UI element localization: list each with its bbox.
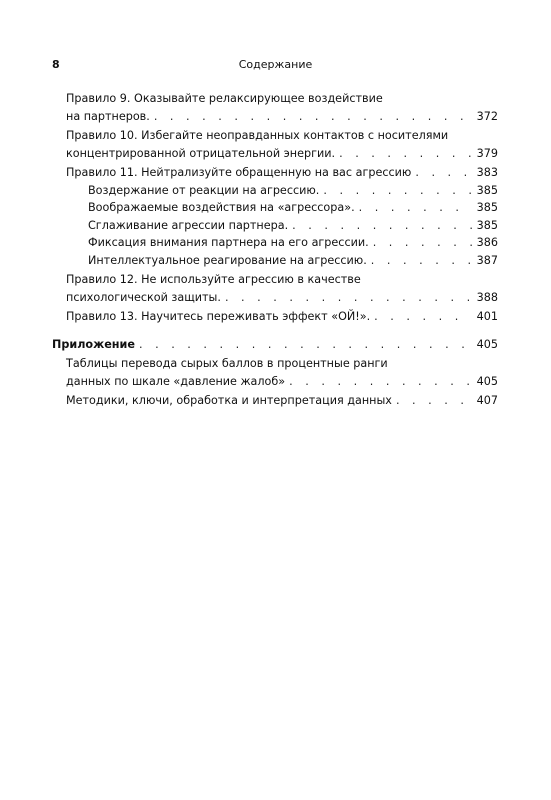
toc-subentry[interactable]	[52, 217, 498, 235]
toc-subentry[interactable]	[52, 252, 498, 270]
table-of-contents	[52, 90, 498, 410]
toc-subentry[interactable]	[52, 234, 498, 252]
toc-page-number: 385	[476, 218, 498, 232]
toc-entry[interactable]	[52, 90, 498, 125]
toc-entry-title: Правило 13. Научитесь переживать эффект «ОЙ!».	[66, 310, 371, 323]
toc-entry-title: психологической защиты.	[66, 290, 221, 304]
dot-leader	[359, 199, 472, 217]
toc-entry[interactable]	[52, 308, 498, 326]
dot-leader	[292, 217, 472, 235]
dot-leader	[323, 182, 472, 200]
dot-leader	[373, 234, 472, 252]
toc-entry-title: Методики, ключи, обработка и интерпретация данных	[66, 394, 392, 407]
toc-page-number: 388	[476, 290, 498, 304]
dot-leader	[371, 252, 472, 270]
toc-page-number: 372	[476, 109, 498, 123]
toc-subentry[interactable]	[52, 199, 498, 217]
page-number: 8	[52, 58, 60, 71]
toc-subentry[interactable]	[52, 182, 498, 200]
toc-page-number: 405	[476, 374, 498, 388]
dot-leader	[154, 108, 472, 126]
toc-entry[interactable]	[52, 164, 498, 182]
toc-entry[interactable]	[52, 392, 498, 410]
dot-leader	[225, 289, 472, 307]
toc-page-number: 379	[476, 146, 498, 160]
toc-page-number: 405	[476, 337, 498, 351]
toc-page-number: 401	[476, 310, 498, 323]
toc-entry-title-line: Правило 12. Не используйте агрессию в качестве	[66, 273, 361, 286]
dot-leader	[139, 336, 472, 354]
dot-leader	[415, 164, 472, 182]
running-header: Содержание	[238, 58, 313, 71]
dot-leader	[374, 308, 472, 326]
toc-entry-title: Правило 11. Нейтрализуйте обращенную на вас агрессию	[66, 166, 412, 179]
toc-entry-title: Воздержание от реакции на агрессию.	[88, 183, 320, 197]
toc-page-number: 386	[476, 236, 498, 249]
toc-entry-title-line: Таблицы перевода сырых баллов в процентные ранги	[66, 357, 388, 370]
toc-entry-title: Фиксация внимания партнера на его агрессии.	[88, 236, 369, 249]
toc-entry[interactable]	[52, 355, 498, 390]
toc-page-number: 383	[476, 166, 498, 179]
toc-entry-title: данных по шкале «давление жалоб»	[66, 374, 286, 388]
toc-page-number: 407	[476, 394, 498, 407]
toc-page-number: 385	[476, 183, 498, 197]
toc-entry-title: Сглаживание агрессии партнера.	[88, 218, 289, 232]
toc-entry-title: концентрированной отрицательной энергии.	[66, 146, 336, 160]
dot-leader	[289, 373, 472, 391]
toc-entry-title: на партнеров.	[66, 109, 150, 123]
dot-leader	[396, 392, 472, 410]
toc-entry-title-line: Правило 9. Оказывайте релаксирующее воздействие	[66, 92, 383, 105]
toc-section-title: Приложение	[52, 337, 135, 351]
dot-leader	[339, 145, 472, 163]
toc-page-number: 385	[476, 201, 498, 214]
toc-entry-title-line: Правило 10. Избегайте неоправданных контактов с носителями	[66, 129, 449, 142]
toc-entry-title: Интеллектуальное реагирование на агрессию.	[88, 253, 367, 267]
toc-entry[interactable]	[52, 127, 498, 162]
toc-entry[interactable]	[52, 271, 498, 306]
toc-page-number: 387	[476, 253, 498, 267]
toc-section-appendix[interactable]	[52, 336, 498, 354]
toc-entry-title: Воображаемые воздействия на «агрессора».	[88, 201, 355, 214]
